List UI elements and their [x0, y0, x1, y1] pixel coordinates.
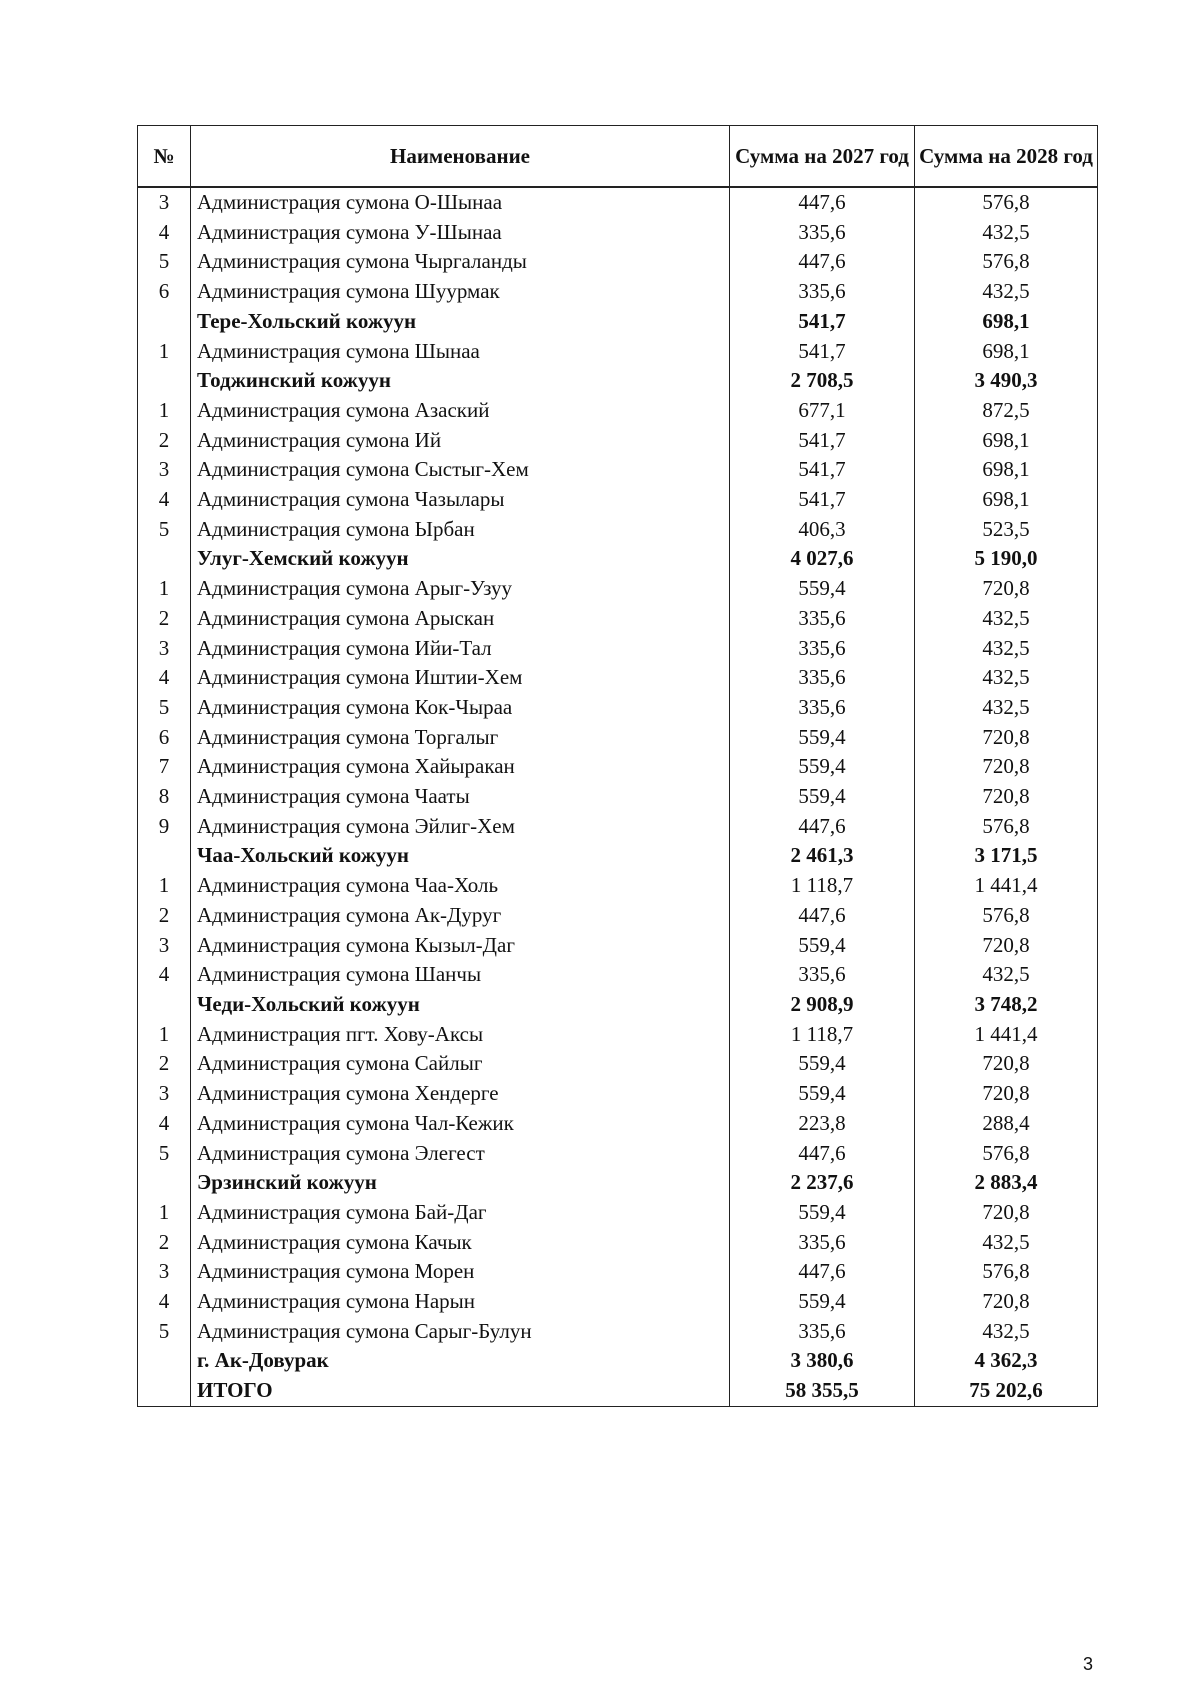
- table-row: [138, 1139, 1098, 1169]
- row-number: 2: [138, 1049, 191, 1079]
- row-sum-2028: 720,8: [915, 574, 1098, 604]
- row-number: 3: [138, 455, 191, 485]
- table-row: [138, 396, 1098, 426]
- row-sum-2028: 720,8: [915, 1079, 1098, 1109]
- row-number: 8: [138, 782, 191, 812]
- table-body: [138, 187, 1098, 1406]
- row-sum-2027: 335,6: [730, 1228, 915, 1258]
- table-row: [138, 1228, 1098, 1258]
- table-group-row: [138, 544, 1098, 574]
- row-number: 2: [138, 1228, 191, 1258]
- row-sum-2027: 559,4: [730, 1049, 915, 1079]
- table-row: [138, 752, 1098, 782]
- row-number: [138, 841, 191, 871]
- table-row: [138, 1020, 1098, 1050]
- row-number: 1: [138, 337, 191, 367]
- row-sum-2028: 576,8: [915, 247, 1098, 277]
- row-number: [138, 366, 191, 396]
- row-sum-2028: 432,5: [915, 960, 1098, 990]
- row-sum-2027: 559,4: [730, 752, 915, 782]
- table-row: [138, 1109, 1098, 1139]
- table-row: [138, 1257, 1098, 1287]
- row-name: Администрация пгт. Хову-Аксы: [191, 1020, 730, 1050]
- row-sum-2028: 432,5: [915, 1317, 1098, 1347]
- row-sum-2028: 3 748,2: [915, 990, 1098, 1020]
- row-sum-2027: 335,6: [730, 960, 915, 990]
- row-sum-2028: 432,5: [915, 634, 1098, 664]
- row-name: Администрация сумона Нарын: [191, 1287, 730, 1317]
- row-sum-2028: 720,8: [915, 782, 1098, 812]
- row-name: Администрация сумона Торгалыг: [191, 723, 730, 753]
- table-row: [138, 1317, 1098, 1347]
- row-sum-2027: 2 708,5: [730, 366, 915, 396]
- row-name: Администрация сумона Бай-Даг: [191, 1198, 730, 1228]
- row-name: Администрация сумона У-Шынаа: [191, 218, 730, 248]
- table-row: [138, 1079, 1098, 1109]
- row-number: 3: [138, 931, 191, 961]
- row-number: 1: [138, 396, 191, 426]
- table-row: [138, 426, 1098, 456]
- row-sum-2028: 1 441,4: [915, 871, 1098, 901]
- row-sum-2027: 335,6: [730, 693, 915, 723]
- row-sum-2028: 720,8: [915, 1198, 1098, 1228]
- table-group-row: [138, 366, 1098, 396]
- row-sum-2028: 2 883,4: [915, 1168, 1098, 1198]
- row-sum-2028: 720,8: [915, 752, 1098, 782]
- row-name: Администрация сумона Азаский: [191, 396, 730, 426]
- row-sum-2028: 720,8: [915, 723, 1098, 753]
- row-name: Администрация сумона Шанчы: [191, 960, 730, 990]
- row-sum-2028: 75 202,6: [915, 1376, 1098, 1406]
- table-row: [138, 693, 1098, 723]
- table-row: [138, 604, 1098, 634]
- row-sum-2027: 335,6: [730, 634, 915, 664]
- table-row: [138, 723, 1098, 753]
- table-row: [138, 485, 1098, 515]
- row-number: 9: [138, 812, 191, 842]
- row-name: Тоджинский кожуун: [191, 366, 730, 396]
- page-number: 3: [1083, 1654, 1094, 1674]
- row-sum-2027: 447,6: [730, 901, 915, 931]
- row-sum-2027: 3 380,6: [730, 1346, 915, 1376]
- row-sum-2028: 288,4: [915, 1109, 1098, 1139]
- table-row: [138, 247, 1098, 277]
- row-number: 7: [138, 752, 191, 782]
- row-sum-2027: 1 118,7: [730, 871, 915, 901]
- row-sum-2028: 432,5: [915, 218, 1098, 248]
- header-name: Наименование: [191, 126, 730, 188]
- row-sum-2028: 576,8: [915, 1257, 1098, 1287]
- row-sum-2028: 432,5: [915, 604, 1098, 634]
- row-sum-2027: 447,6: [730, 247, 915, 277]
- row-sum-2027: 335,6: [730, 1317, 915, 1347]
- row-sum-2027: 677,1: [730, 396, 915, 426]
- row-name: Администрация сумона О-Шынаа: [191, 187, 730, 218]
- row-name: Администрация сумона Ийи-Тал: [191, 634, 730, 664]
- row-number: 1: [138, 574, 191, 604]
- row-number: 3: [138, 187, 191, 218]
- row-name: Чаа-Хольский кожуун: [191, 841, 730, 871]
- row-sum-2028: 720,8: [915, 931, 1098, 961]
- row-name: Администрация сумона Шынаа: [191, 337, 730, 367]
- table-group-row: [138, 1346, 1098, 1376]
- table-header-row: [138, 126, 1098, 188]
- table-group-row: [138, 841, 1098, 871]
- table-row: [138, 812, 1098, 842]
- table-row: [138, 277, 1098, 307]
- row-name: Администрация сумона Кок-Чыраа: [191, 693, 730, 723]
- row-sum-2027: 447,6: [730, 812, 915, 842]
- row-sum-2027: 223,8: [730, 1109, 915, 1139]
- row-sum-2027: 335,6: [730, 218, 915, 248]
- row-sum-2028: 698,1: [915, 426, 1098, 456]
- row-name: Администрация сумона Арыскан: [191, 604, 730, 634]
- table-row: [138, 901, 1098, 931]
- row-sum-2028: 432,5: [915, 277, 1098, 307]
- header-number: №: [138, 126, 191, 188]
- row-number: 6: [138, 723, 191, 753]
- row-sum-2027: 541,7: [730, 426, 915, 456]
- row-number: 4: [138, 1287, 191, 1317]
- row-name: Администрация сумона Хендерге: [191, 1079, 730, 1109]
- row-name: Администрация сумона Сайлыг: [191, 1049, 730, 1079]
- row-name: Улуг-Хемский кожуун: [191, 544, 730, 574]
- row-sum-2028: 1 441,4: [915, 1020, 1098, 1050]
- row-number: [138, 1346, 191, 1376]
- row-number: 5: [138, 693, 191, 723]
- table-group-row: [138, 1168, 1098, 1198]
- row-name: Администрация сумона Ий: [191, 426, 730, 456]
- row-sum-2027: 447,6: [730, 187, 915, 218]
- row-number: 6: [138, 277, 191, 307]
- table-row: [138, 663, 1098, 693]
- row-sum-2027: 559,4: [730, 574, 915, 604]
- row-name: Администрация сумона Арыг-Узуу: [191, 574, 730, 604]
- row-sum-2027: 2 908,9: [730, 990, 915, 1020]
- table-row: [138, 455, 1098, 485]
- row-number: 1: [138, 871, 191, 901]
- table-row: [138, 1198, 1098, 1228]
- row-sum-2028: 523,5: [915, 515, 1098, 545]
- row-sum-2028: 576,8: [915, 187, 1098, 218]
- row-number: 1: [138, 1020, 191, 1050]
- row-name: Администрация сумона Хайыракан: [191, 752, 730, 782]
- row-sum-2028: 3 490,3: [915, 366, 1098, 396]
- table-row: [138, 871, 1098, 901]
- row-sum-2028: 872,5: [915, 396, 1098, 426]
- row-sum-2028: 3 171,5: [915, 841, 1098, 871]
- row-number: 5: [138, 515, 191, 545]
- row-name: Администрация сумона Ак-Дуруг: [191, 901, 730, 931]
- row-name: Администрация сумона Качык: [191, 1228, 730, 1258]
- row-sum-2027: 541,7: [730, 337, 915, 367]
- row-number: [138, 990, 191, 1020]
- table-group-row: [138, 307, 1098, 337]
- row-sum-2027: 559,4: [730, 1079, 915, 1109]
- row-sum-2028: 698,1: [915, 485, 1098, 515]
- row-name: Администрация сумона Кызыл-Даг: [191, 931, 730, 961]
- row-name: г. Ак-Довурак: [191, 1346, 730, 1376]
- row-sum-2028: 720,8: [915, 1287, 1098, 1317]
- table-row: [138, 515, 1098, 545]
- row-sum-2028: 720,8: [915, 1049, 1098, 1079]
- row-name: Чеди-Хольский кожуун: [191, 990, 730, 1020]
- table-row: [138, 574, 1098, 604]
- row-number: 5: [138, 1317, 191, 1347]
- row-number: 3: [138, 1079, 191, 1109]
- row-name: Администрация сумона Морен: [191, 1257, 730, 1287]
- row-number: 3: [138, 1257, 191, 1287]
- row-name: Администрация сумона Шуурмак: [191, 277, 730, 307]
- row-number: 5: [138, 1139, 191, 1169]
- row-sum-2027: 559,4: [730, 782, 915, 812]
- row-number: 5: [138, 247, 191, 277]
- row-name: Администрация сумона Чал-Кежик: [191, 1109, 730, 1139]
- row-sum-2028: 576,8: [915, 1139, 1098, 1169]
- row-number: 4: [138, 485, 191, 515]
- row-number: 2: [138, 604, 191, 634]
- budget-table-container: [137, 125, 1097, 1407]
- row-sum-2028: 576,8: [915, 901, 1098, 931]
- table-row: [138, 782, 1098, 812]
- row-sum-2027: 447,6: [730, 1257, 915, 1287]
- row-sum-2027: 541,7: [730, 485, 915, 515]
- table-row: [138, 1287, 1098, 1317]
- row-number: 3: [138, 634, 191, 664]
- row-name: Администрация сумона Эйлиг-Хем: [191, 812, 730, 842]
- row-sum-2027: 2 237,6: [730, 1168, 915, 1198]
- row-sum-2027: 335,6: [730, 277, 915, 307]
- row-sum-2028: 576,8: [915, 812, 1098, 842]
- row-name: ИТОГО: [191, 1376, 730, 1406]
- row-sum-2028: 698,1: [915, 307, 1098, 337]
- row-name: Администрация сумона Ырбан: [191, 515, 730, 545]
- row-sum-2027: 4 027,6: [730, 544, 915, 574]
- row-sum-2027: 541,7: [730, 455, 915, 485]
- row-sum-2028: 432,5: [915, 663, 1098, 693]
- row-number: [138, 1168, 191, 1198]
- row-name: Администрация сумона Чыргаланды: [191, 247, 730, 277]
- row-sum-2028: 4 362,3: [915, 1346, 1098, 1376]
- row-name: Администрация сумона Элегест: [191, 1139, 730, 1169]
- row-number: 1: [138, 1198, 191, 1228]
- row-sum-2028: 698,1: [915, 337, 1098, 367]
- row-sum-2027: 335,6: [730, 663, 915, 693]
- row-sum-2028: 5 190,0: [915, 544, 1098, 574]
- table-group-row: [138, 990, 1098, 1020]
- row-name: Администрация сумона Чааты: [191, 782, 730, 812]
- row-sum-2027: 1 118,7: [730, 1020, 915, 1050]
- row-name: Администрация сумона Сарыг-Булун: [191, 1317, 730, 1347]
- row-name: Эрзинский кожуун: [191, 1168, 730, 1198]
- row-number: 4: [138, 1109, 191, 1139]
- row-number: [138, 544, 191, 574]
- table-group-row: [138, 1376, 1098, 1406]
- table-row: [138, 634, 1098, 664]
- table-row: [138, 218, 1098, 248]
- row-name: Администрация сумона Чаа-Холь: [191, 871, 730, 901]
- row-number: 4: [138, 960, 191, 990]
- header-sum-2028: Сумма на 2028 год: [915, 126, 1098, 188]
- table-row: [138, 1049, 1098, 1079]
- table-row: [138, 187, 1098, 218]
- table-row: [138, 337, 1098, 367]
- row-sum-2027: 335,6: [730, 604, 915, 634]
- row-number: 2: [138, 426, 191, 456]
- row-sum-2027: 541,7: [730, 307, 915, 337]
- row-sum-2027: 2 461,3: [730, 841, 915, 871]
- row-name: Тере-Хольский кожуун: [191, 307, 730, 337]
- row-sum-2028: 432,5: [915, 1228, 1098, 1258]
- row-name: Администрация сумона Иштии-Хем: [191, 663, 730, 693]
- row-sum-2028: 698,1: [915, 455, 1098, 485]
- row-sum-2027: 447,6: [730, 1139, 915, 1169]
- header-sum-2027: Сумма на 2027 год: [730, 126, 915, 188]
- row-sum-2028: 432,5: [915, 693, 1098, 723]
- row-number: [138, 307, 191, 337]
- row-number: 4: [138, 218, 191, 248]
- row-sum-2027: 559,4: [730, 931, 915, 961]
- row-sum-2027: 559,4: [730, 1287, 915, 1317]
- row-number: 2: [138, 901, 191, 931]
- row-sum-2027: 58 355,5: [730, 1376, 915, 1406]
- row-name: Администрация сумона Чазылары: [191, 485, 730, 515]
- row-number: [138, 1376, 191, 1406]
- table-row: [138, 960, 1098, 990]
- row-sum-2027: 559,4: [730, 723, 915, 753]
- table-row: [138, 931, 1098, 961]
- row-name: Администрация сумона Сыстыг-Хем: [191, 455, 730, 485]
- budget-table: [137, 125, 1098, 1407]
- row-sum-2027: 559,4: [730, 1198, 915, 1228]
- row-sum-2027: 406,3: [730, 515, 915, 545]
- row-number: 4: [138, 663, 191, 693]
